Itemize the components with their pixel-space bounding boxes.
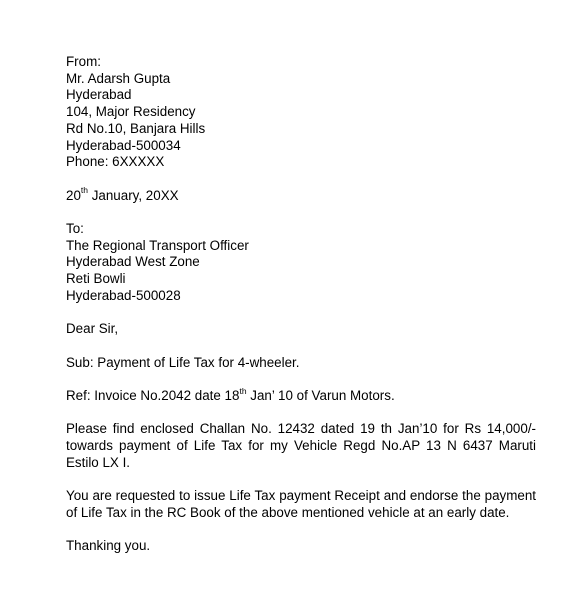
- letter-date: [66, 185, 536, 205]
- date-day: 20: [66, 187, 81, 203]
- sender-phone: Phone: 6XXXXX: [66, 154, 165, 170]
- body-paragraph-challan: Please find enclosed Challan No. 12432 dated 19 th Jan’10 for Rs 14,000/- towards payment of Life Tax for my Vehicle Regd No.AP 13 N 6437 Maruti Estilo LX I.: [66, 421, 536, 470]
- spacer: [66, 305, 536, 322]
- date-rest: January, 20XX: [88, 187, 179, 203]
- sender-address-line-2: Rd No.10, Banjara Hills: [66, 120, 206, 136]
- spacer: [66, 405, 536, 422]
- spacer: [66, 371, 536, 388]
- from-heading: From:: [66, 54, 101, 69]
- body-paragraph-request: You are requested to issue Life Tax payment Receipt and endorse the payment of Life Tax in the RC Book of the above mentioned vehicle at an early date.: [66, 488, 536, 520]
- sender-pincode: Hyderabad-500034: [66, 137, 181, 153]
- recipient-title: The Regional Transport Officer: [66, 237, 249, 253]
- recipient-area: Reti Bowli: [66, 271, 126, 287]
- sender-block: [66, 54, 536, 171]
- letter-body: [66, 54, 536, 555]
- recipient-block: [66, 221, 536, 305]
- reference-after: Jan’ 10 of Varun Motors.: [246, 387, 395, 403]
- salutation: Dear Sir,: [66, 321, 119, 337]
- spacer: [66, 338, 536, 355]
- date-day-suffix: th: [80, 185, 88, 196]
- to-heading: To:: [66, 221, 84, 236]
- subject-line: Sub: Payment of Life Tax for 4-wheeler.: [66, 354, 300, 370]
- spacer: [66, 204, 536, 221]
- sender-city: Hyderabad: [66, 87, 132, 103]
- closing-line: Thanking you.: [66, 538, 151, 554]
- recipient-zone: Hyderabad West Zone: [66, 254, 200, 270]
- reference-line: [66, 385, 536, 405]
- reference-before: Ref: Invoice No.2042 date 18: [66, 387, 240, 403]
- spacer: [66, 471, 536, 488]
- spacer: [66, 171, 536, 188]
- recipient-pincode: Hyderabad-500028: [66, 287, 181, 303]
- sender-address-line-1: 104, Major Residency: [66, 104, 196, 120]
- sender-name: Mr. Adarsh Gupta: [66, 70, 171, 86]
- spacer: [66, 522, 536, 539]
- reference-suffix: th: [239, 385, 247, 396]
